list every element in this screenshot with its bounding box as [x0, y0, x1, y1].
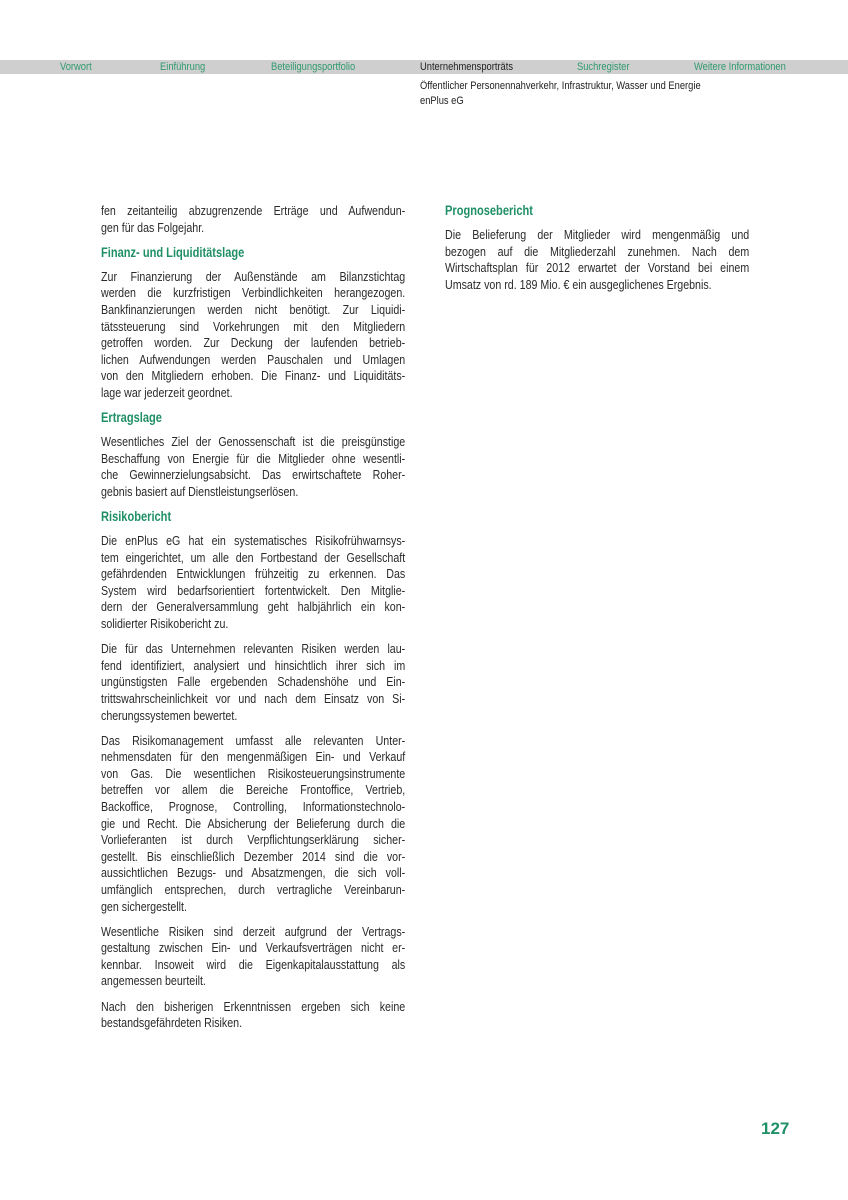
paragraph	[101, 533, 405, 633]
left-text-column	[101, 203, 405, 1040]
section-heading: Prognosebericht	[445, 203, 533, 218]
text-line: bezogen auf die Mitgliederzahl zunehmen. Nach dem	[445, 243, 750, 259]
text-line: solidierter Risikobericht zu.	[101, 616, 229, 632]
paragraph	[101, 203, 405, 236]
text-line: lage war jederzeit geordnet.	[101, 384, 233, 400]
text-line: Bankfinanzierungen werden nicht benötigt. Zur Liquidi-	[101, 301, 406, 317]
text-line: nehmensdaten für den mengenmäßigen Ein- und Verkauf	[101, 749, 406, 765]
paragraph	[445, 227, 749, 293]
text-line: getroffen worden. Zur Deckung der laufenden betrieb-	[101, 335, 406, 351]
section-heading: Risikobericht	[101, 509, 172, 524]
text-line: fen zeitanteilig abzugrenzende Erträge und Aufwendun-	[101, 203, 406, 218]
text-line: gestellt. Bis einschließlich Dezember 2014 sind die vor-	[101, 848, 406, 864]
page-number: 127	[761, 1119, 790, 1138]
text-line: werden die kurzfristigen Verbindlichkeiten herangezogen.	[101, 285, 406, 301]
nav-vorwort[interactable]: Vorwort	[60, 61, 92, 73]
text-line: lichen Aufwendungen werden Pauschalen und Umlagen	[101, 351, 406, 367]
text-line: Die für das Unternehmen relevanten Risiken werden lau-	[101, 641, 406, 657]
paragraph	[101, 733, 405, 916]
text-line: von Gas. Die wesentlichen Risikosteuerungsinstrumente	[101, 765, 406, 781]
text-line: bestandsgefährdeten Risiken.	[101, 1015, 243, 1031]
text-line: gebnis basiert auf Dienstleistungserlösen.	[101, 483, 299, 499]
paragraph	[101, 269, 405, 402]
text-line: Backoffice, Prognose, Controlling, Informationstechnolo-	[101, 799, 406, 814]
text-line: cherungssystemen bewertet.	[101, 707, 238, 723]
nav-weitere-informationen[interactable]: Weitere Informationen	[694, 61, 786, 73]
text-line: trittswahrscheinlichkeit vor und nach dem Einsatz von Si-	[101, 690, 406, 706]
text-line: fend identifiziert, analysiert und hinsichtlich ihrer sich im	[101, 657, 406, 673]
text-line: Vorlieferanten ist durch Verpflichtungserklärung sicher-	[101, 832, 406, 848]
text-line: Die Belieferung der Mitglieder wird mengenmäßig und	[445, 227, 750, 243]
text-line: kennbar. Insoweit wird die Eigenkapitalausstattung als	[101, 956, 406, 972]
text-line: gen sichergestellt.	[101, 898, 187, 914]
text-line: System wird bedarfsorientiert fortentwickelt. Den Mitglie-	[101, 582, 406, 598]
text-line: umfänglich entsprechen, durch vertragliche Vereinbarun-	[101, 881, 406, 897]
text-line: von den Mitgliedern erhoben. Die Finanz- und Liquiditäts-	[101, 368, 406, 384]
right-text-column	[445, 203, 749, 302]
text-line: Zur Finanzierung der Außenstände am Bilanzstichtag	[101, 268, 406, 284]
paragraph	[101, 641, 405, 724]
text-line: Wirtschaftsplan für 2012 erwartet der Vorstand bei einem	[445, 260, 750, 276]
text-line: Wesentliches Ziel der Genossenschaft ist die preisgünstige	[101, 434, 406, 450]
text-line: dern der Generalversammlung geht halbjährlich ein kon-	[101, 599, 406, 615]
section-nav-bar	[0, 60, 848, 74]
breadcrumb-company: enPlus eG	[420, 95, 464, 107]
section-heading: Ertragslage	[101, 410, 162, 426]
text-line: betreffen vor allem die Bereiche Frontoffice, Vertrieb,	[101, 782, 406, 798]
paragraph	[101, 434, 405, 500]
breadcrumb-category: Öffentlicher Personennahverkehr, Infrastruktur, Wasser und Energie	[420, 80, 701, 92]
text-line: Wesentliche Risiken sind derzeit aufgrund der Vertrags-	[101, 923, 406, 939]
text-line: Die enPlus eG hat ein systematisches Risikofrühwarnsys-	[101, 533, 406, 549]
section-heading: Finanz- und Liquiditätslage	[101, 244, 245, 260]
text-line: Das Risikomanagement umfasst alle relevanten Unter-	[101, 732, 406, 748]
text-line: gie und Recht. Die Absicherung der Belieferung durch die	[101, 815, 406, 831]
text-line: gefährdenden Entwicklungen frühzeitig zu erkennen. Das	[101, 566, 406, 582]
text-line: angemessen beurteilt.	[101, 973, 206, 989]
text-line: ungünstigsten Falle ergebenden Schadenshöhe und Ein-	[101, 674, 406, 690]
paragraph	[101, 999, 405, 1032]
text-line: Umsatz von rd. 189 Mio. € ein ausgeglichenes Ergebnis.	[445, 276, 712, 292]
text-line: che Gewinnerzielungsabsicht. Das erwirtschaftete Roher-	[101, 467, 406, 483]
text-line: tem eingerichtet, um alle den Fortbestand der Gesellschaft	[101, 549, 406, 565]
text-line: gen für das Folgejahr.	[101, 219, 205, 235]
text-line: aussichtlichen Bezugs- und Absatzmengen, die sich voll-	[101, 865, 406, 881]
text-line: tätssteuerung sind Vorkehrungen mit den Mitgliedern	[101, 318, 406, 334]
text-line: gestaltung zwischen Ein- und Verkaufsverträgen nicht er-	[101, 940, 406, 956]
nav-unternehmensportraets[interactable]: Unternehmensporträts	[420, 61, 514, 73]
paragraph	[101, 924, 405, 990]
text-line: Nach den bisherigen Erkenntnissen ergeben sich keine	[101, 998, 406, 1014]
nav-suchregister[interactable]: Suchregister	[577, 61, 630, 73]
text-line: Beschaffung von Energie für die Mitglieder ohne wesentli-	[101, 450, 406, 466]
nav-einfuehrung[interactable]: Einführung	[160, 61, 206, 73]
nav-beteiligungsportfolio[interactable]: Beteiligungsportfolio	[271, 61, 356, 73]
